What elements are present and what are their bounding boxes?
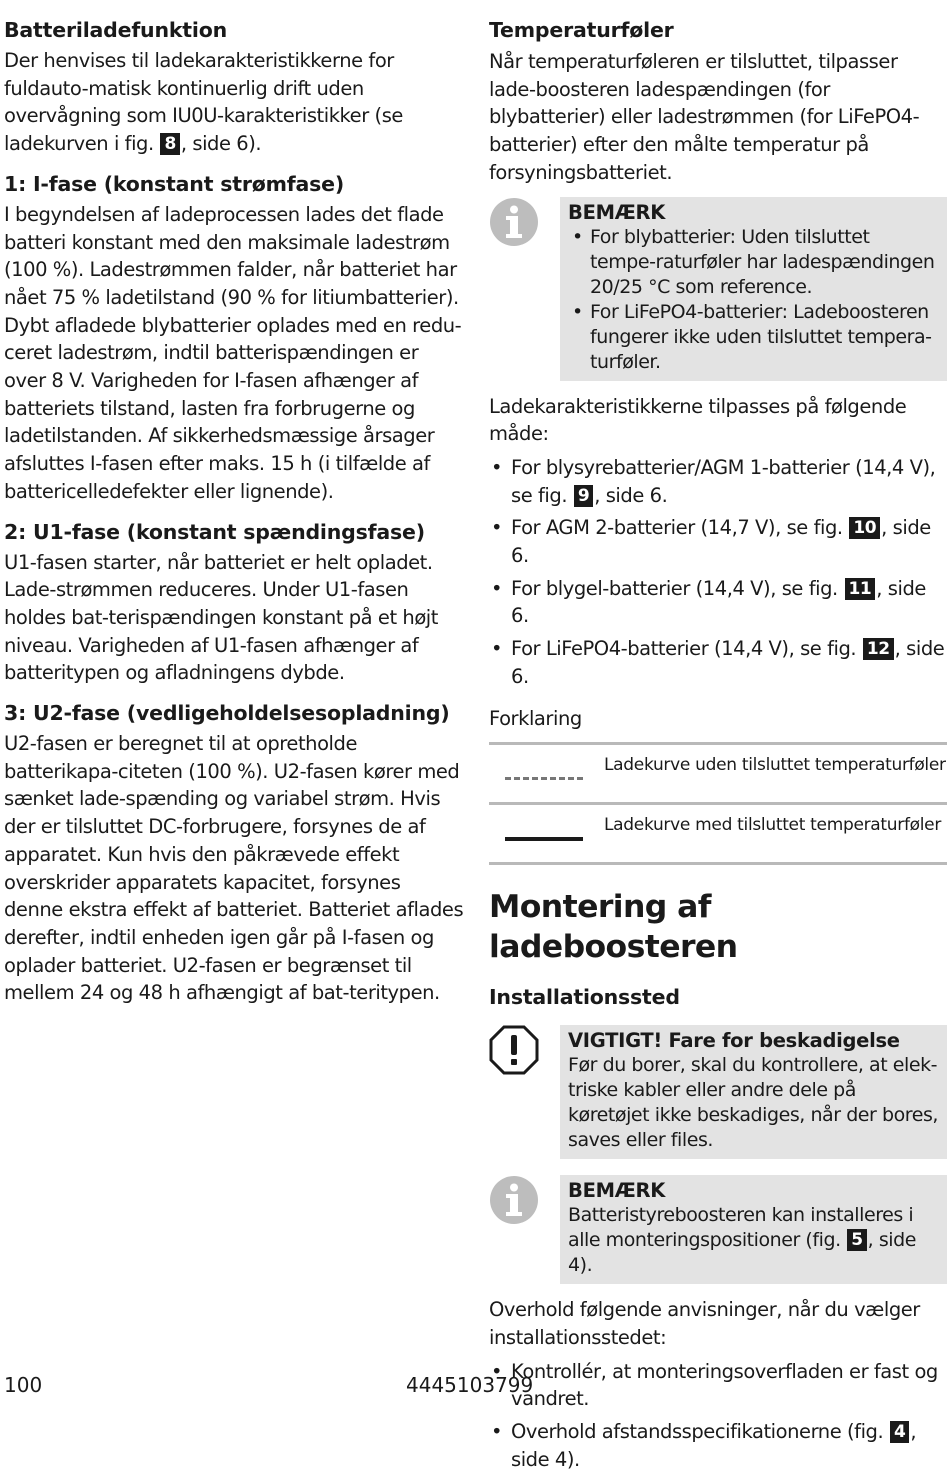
note-content [560, 1175, 947, 1284]
note-content [560, 197, 947, 381]
note-text: Batteristyreboosteren kan installeres i alle monteringspositioner (fig. 5 , side 4). [568, 1204, 916, 1277]
adapt-list [489, 454, 947, 691]
figure-ref-badge: 11 [845, 578, 876, 600]
list-item: • For AGM 2-batterier (14,7 V), se fig. 10 , side 6. [489, 514, 947, 569]
figure-ref-badge: 9 [574, 485, 593, 507]
list-item: • Kontrollér, at monteringsoverfladen er fast og vandret. [489, 1358, 947, 1413]
legend-text: Ladekurve med tilsluttet temperaturføler [604, 815, 942, 836]
note-item: • For LiFePO4-batterier: Ladeboosteren fungerer ikke uden tilsluttet tempera-turføler. [568, 300, 939, 375]
note-box [489, 1175, 947, 1284]
battery-charge-paragraph: Der henvises til ladekarakteristikkerne for fuldauto-matisk kontinuerlig drift uden overvågning som IU0U-karakteristikker (se ladekurven i fig. 8 , side 6). [4, 49, 403, 156]
exclamation-icon [489, 1025, 539, 1075]
legend-row-dashed [489, 745, 947, 805]
list-item: • For LiFePO4-batterier (14,4 V), se fig. 12 , side 6. [489, 635, 947, 690]
guidelines-list [489, 1358, 947, 1474]
section-heading-i-phase: 1: I-fase (konstant strømfase) [4, 171, 345, 196]
adapt-intro: Ladekarakteristikkerne tilpasses på følgende måde: [489, 394, 907, 446]
info-icon [489, 1175, 539, 1225]
section-heading-u1-phase: 2: U1-fase (konstant spændingsfase) [4, 519, 425, 544]
note-list [568, 225, 939, 375]
warning-box [489, 1025, 947, 1159]
solid-line-symbol [505, 837, 583, 841]
warning-content [560, 1025, 947, 1159]
list-item: • Overhold afstandsspecifikationerne (fig. 4 , side 4). [489, 1418, 947, 1473]
figure-ref-badge: 5 [847, 1229, 866, 1251]
document-number: 4445103799 [406, 1373, 534, 1397]
warning-text: Før du borer, skal du kontrollere, at elek-triske kabler eller andre dele på køretøjet ikke beskadiges, når der bores, saves eller files. [568, 1054, 939, 1152]
temp-sensor-paragraph: Når temperaturføleren er tilsluttet, tilpasser lade-boosteren ladespændingen (for blybatterier) eller ladestrømmen (for LiFePO4-batterier) efter den målte temperatur på forsyningsbatteriet. [489, 50, 920, 184]
right-column [489, 16, 947, 1483]
info-icon [489, 197, 539, 247]
figure-ref-badge: 8 [160, 133, 179, 155]
section-heading-u2-phase: 3: U2-fase (vedligeholdelsesopladning) [4, 701, 450, 726]
legend-text: Ladekurve uden tilsluttet temperaturføler [604, 755, 946, 776]
u2-phase-paragraph: U2-fasen er beregnet til at opretholde batterikapa-citeten (100 %). U2-fasen kører med sænket lade-spænding og variabel strøm. Hvis der er tilsluttet DC-forbrugere, forsynes de af apparatet. Kun hvis den påkrævede effekt overskrider apparatets kapacitet, forsynes denne ekstra effekt af batteriet. Batteriet aflades derefter, indtil enheden igen går på I-fasen og oplader batteriet. U2-fasen er begrænset til mellem 24 og 48 h afhængigt af bat-teritypen. [4, 732, 464, 1005]
section-heading-installation: Installationssted [489, 985, 680, 1010]
legend-row-solid [489, 805, 947, 865]
warning-title: VIGTIGT! Fare for beskadigelse [568, 1029, 900, 1053]
note-item: • For blybatterier: Uden tilsluttet tempe-raturføler har ladespændingen 20/25 °C som reference. [568, 225, 939, 300]
left-column [4, 16, 464, 1019]
legend-label: Forklaring [489, 706, 582, 730]
list-item: • For blysyrebatterier/AGM 1-batterier (14,4 V), se fig. 9 , side 6. [489, 454, 947, 509]
u1-phase-paragraph: U1-fasen starter, når batteriet er helt opladet. Lade-strømmen reduceres. Under U1-fasen holdes bat-terispændingen konstant på et højt niveau. Varigheden af U1-fasen afhænger af batteritypen og afladningens dybde. [4, 550, 438, 685]
dashed-line-symbol [505, 777, 583, 780]
list-item: • For blygel-batterier (14,4 V), se fig. 11 , side 6. [489, 575, 947, 630]
note-title: BEMÆRK [568, 200, 666, 224]
i-phase-paragraph: I begyndelsen af ladeprocessen lades det flade batteri konstant med den maksimale ladestrøm (100 %). Ladestrømmen falder, når batteriet har nået 75 % ladetilstand (90 % for litiumbatterier). Dybt afladede blybatterier oplades med en redu-ceret ladestrøm, indtil batterispændingen er over 8 V. Varigheden for I-fasen afhænger af batteriets tilstand, lasten fra forbrugerne og ladetilstanden. Af sikkerhedsmæssige årsager afsluttes I-fasen efter maks. 15 h (i tilfælde af battericelledefekter eller lignende). [4, 202, 462, 503]
note-title: BEMÆRK [568, 1179, 666, 1203]
figure-ref-badge: 12 [863, 638, 894, 660]
guidelines-intro: Overhold følgende anvisninger, når du vælger installationsstedet: [489, 1298, 920, 1349]
page-number: 100 [4, 1373, 43, 1397]
section-heading-battery-charge: Batteriladefunktion [4, 18, 227, 42]
figure-ref-badge: 4 [890, 1421, 909, 1443]
section-heading-temp-sensor: Temperaturføler [489, 18, 674, 42]
figure-ref-badge: 10 [849, 517, 880, 539]
legend-table [489, 742, 947, 865]
chapter-title: Montering af ladeboosteren [489, 889, 738, 966]
note-box [489, 197, 947, 381]
